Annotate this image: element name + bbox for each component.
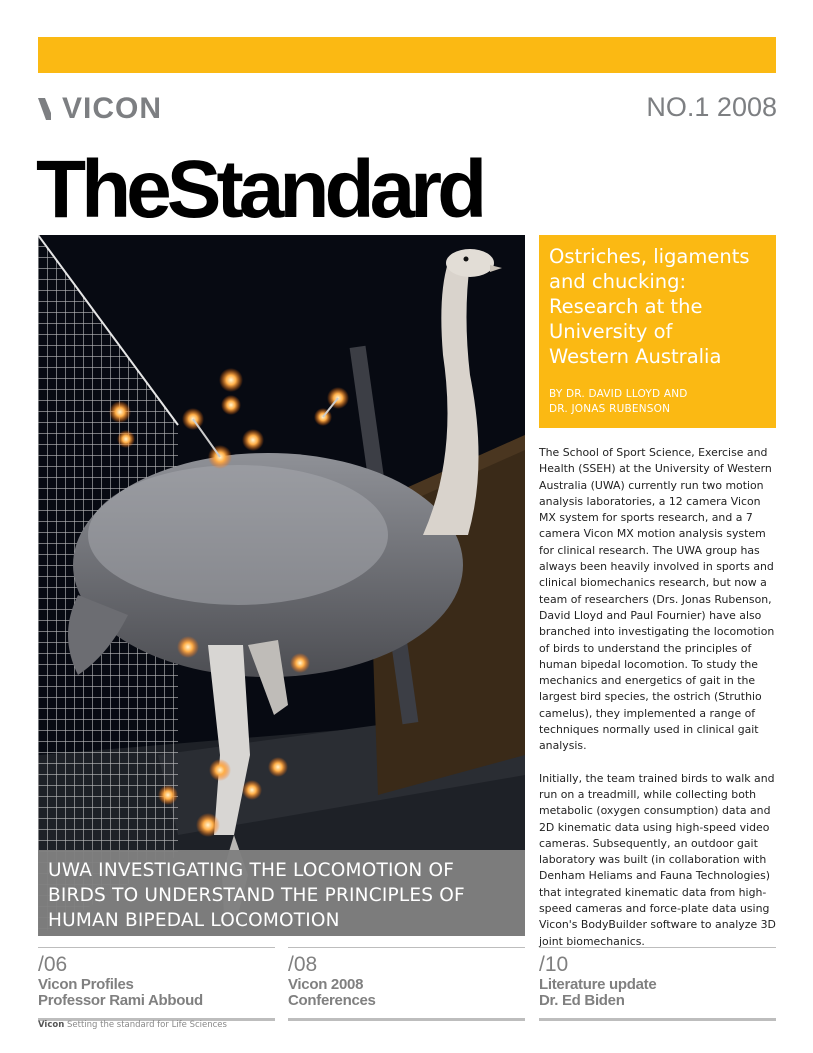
teaser-literature-update[interactable] [539, 947, 776, 1009]
ostrich-photo [38, 235, 525, 936]
teaser-title: Vicon 2008 [288, 976, 364, 993]
byline-line: DR. JONAS RUBENSON [549, 403, 671, 415]
caption-line: BIRDS TO UNDERSTAND THE PRINCIPLES OF [48, 885, 465, 906]
teaser-divider [288, 1018, 525, 1021]
masthead-title: TheStandard [36, 144, 483, 235]
teaser-page-number: /10 [539, 953, 569, 976]
article-paragraph: The School of Sport Science, Exercise and Health (SSEH) at the University of Western Australia (UWA) currently run two motion analysis laboratories, a 12 camera Vicon MX system for sports research, and a 7 camera Vicon MX motion analysis system for clinical research. The UWA group has always been heavily involved in sports and clinical biomechanics research, but now a team of researchers (Drs. Jonas Rubenson, David Lloyd and Paul Fournier) have also branched into investigating the locomotion of birds to understand the principles of human bipedal locomotion. To study the mechanics and energetics of gait in the largest bird species, the ostrich (Struthio camelus), they implemented a range of techniques normally used in clinical gait analysis. [539, 446, 775, 753]
ostrich-motion-capture-illustration [38, 235, 525, 936]
vicon-logo [38, 92, 162, 126]
teaser-subtitle: Dr. Ed Biden [539, 992, 625, 1009]
teaser-subtitle: Professor Rami Abboud [38, 992, 203, 1009]
footer-brand: Vicon [38, 1020, 65, 1030]
teaser-page-number: /08 [288, 953, 318, 976]
teaser-vicon-profiles[interactable] [38, 947, 275, 1009]
footer-tagline: Setting the standard for Life Sciences [66, 1020, 227, 1030]
footer [38, 1020, 227, 1030]
vicon-chevron-icon [38, 98, 60, 120]
caption-line: HUMAN BIPEDAL LOCOMOTION [48, 910, 340, 931]
feature-title-line: and chucking: [549, 270, 687, 293]
feature-title-line: University of [549, 320, 673, 343]
feature-byline [549, 387, 768, 417]
feature-title-line: Research at the [549, 295, 703, 318]
teaser-page-number: /06 [38, 953, 68, 976]
brand-wordmark: VICON [62, 92, 163, 125]
byline-line: BY DR. DAVID LLOYD AND [549, 388, 688, 400]
issue-number: NO.1 2008 [646, 92, 777, 122]
caption-line: UWA INVESTIGATING THE LOCOMOTION OF [48, 860, 455, 881]
teaser-subtitle: Conferences [288, 992, 376, 1009]
feature-title-line: Western Australia [549, 345, 722, 368]
article-body [539, 445, 779, 966]
feature-title [549, 244, 768, 369]
teaser-divider [539, 1018, 776, 1021]
photo-caption [38, 850, 525, 936]
top-accent-band [38, 37, 776, 73]
feature-headline-box [539, 235, 776, 428]
article-paragraph: Initially, the team trained birds to walk and run on a treadmill, while collecting both metabolic (oxygen consumption) data and 2D kinematic data using high-speed video cameras. Subsequently, an outdoor gait laboratory was built (in collaboration with Denham Heliams and Fauna Technologies) that integrated kinematic data from high-speed cameras and force-plate data using Vicon's BodyBuilder software to analyze 3D joint biomechanics. [539, 771, 776, 948]
teaser-conferences[interactable] [288, 947, 525, 1009]
feature-title-line: Ostriches, ligaments [549, 245, 750, 268]
teaser-title: Vicon Profiles [38, 976, 134, 993]
teaser-title: Literature update [539, 976, 657, 993]
